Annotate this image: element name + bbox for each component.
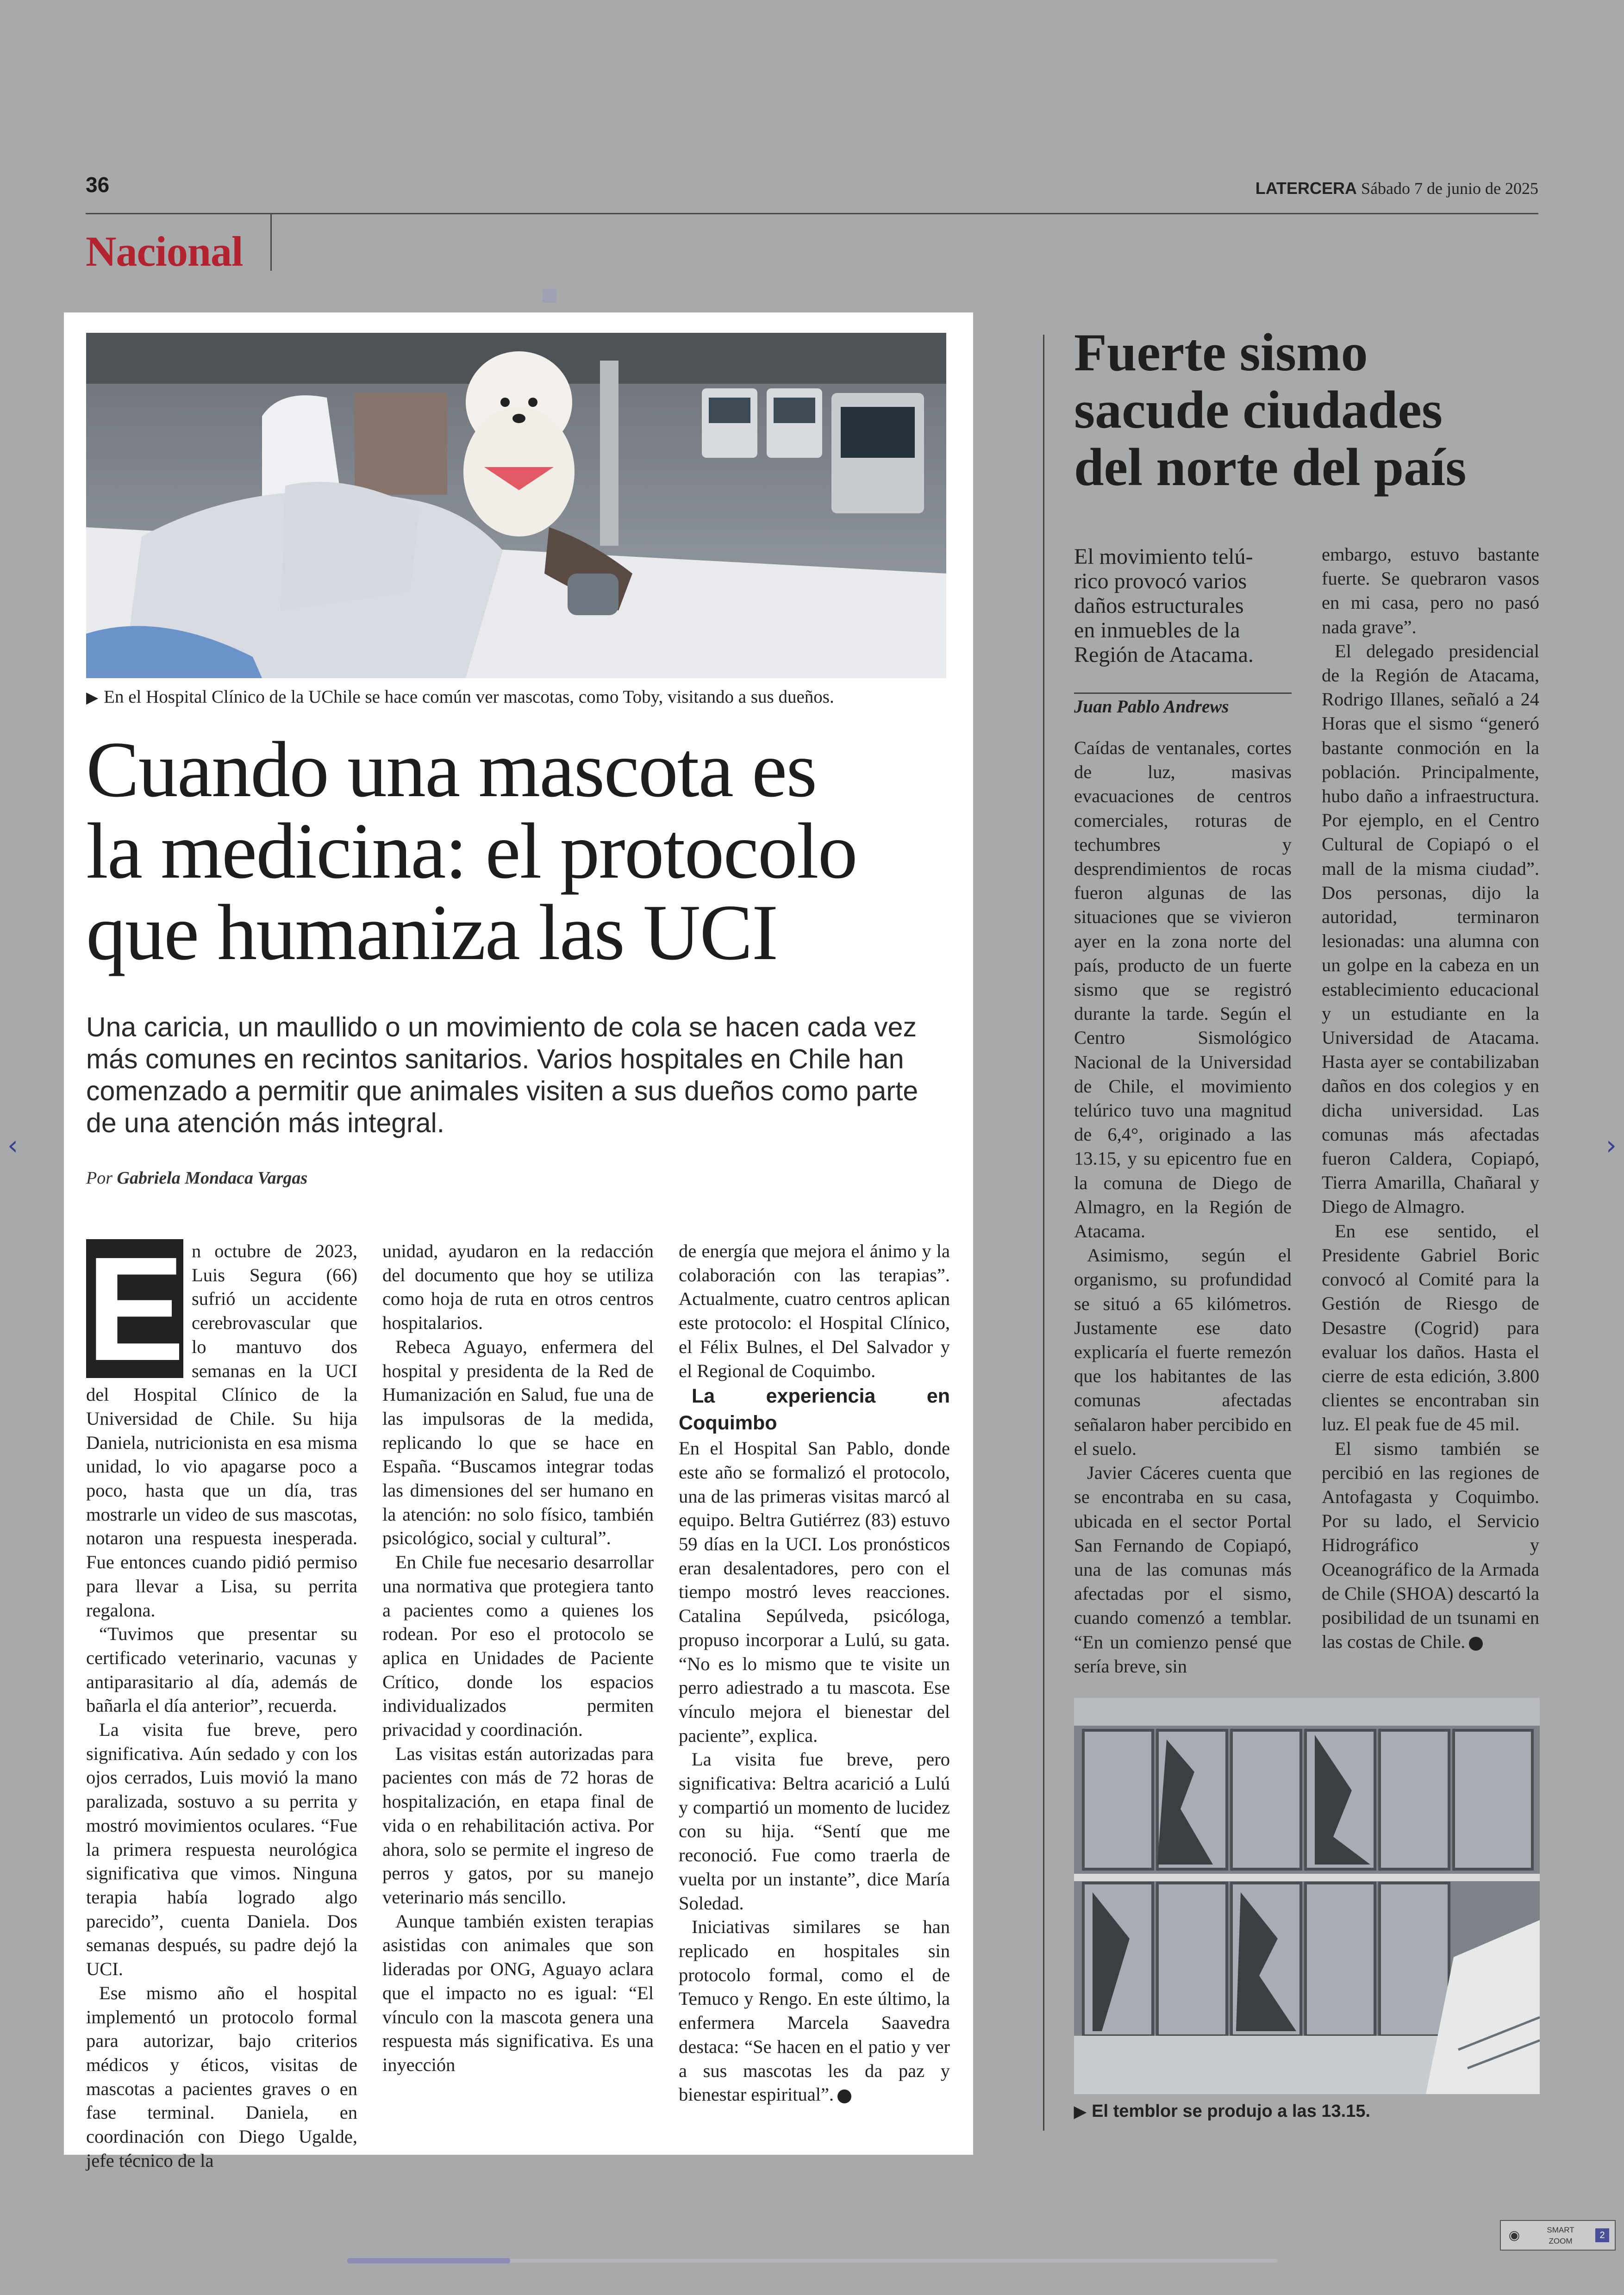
headline-line: la medicina: el protocolo bbox=[86, 807, 857, 895]
end-mark-icon bbox=[1469, 1637, 1483, 1651]
deck-line: comenzado a permitir que animales visiten a sus dueños como parte bbox=[86, 1076, 918, 1106]
eye-icon: ◉ bbox=[1508, 2228, 1520, 2242]
body-paragraph: En el Hospital San Pablo, donde este año se formalizó el protocolo, una de las primeras visitas marcó al equipo. Beltra Gutiérrez (83) estuvo 59 días en la UCI. Los pronósticos eran desalentadores, pero con el tiempo mostró leves reacciones. Catalina Sepúlveda, psicóloga, propuso incorporar a Lulú, su gata. “No es lo mismo que te visite un perro adiestrado a tu mascota. Ese vínculo mejora el bienestar del paciente”, explica. bbox=[679, 1438, 950, 1746]
selected-article-panel[interactable] bbox=[64, 312, 973, 2171]
article-headline bbox=[86, 726, 956, 977]
zoom-level-badge: 2 bbox=[1595, 2228, 1609, 2242]
end-mark-icon bbox=[837, 2089, 851, 2103]
body-paragraph: embargo, estuvo bastante fuerte. Se quebraron vasos en mi casa, pero no pasó nada grave”. bbox=[1322, 544, 1539, 637]
subheading: La experiencia en Coquimbo bbox=[679, 1385, 950, 1434]
body-paragraph: Javier Cáceres cuenta que se encontraba en su casa, ubicada en el sector Portal San Fernando de Copiapó, una de las comunas más afectadas por el sismo, cuando comenzó a temblar. “En un comienzo pensé que sería breve, sin bbox=[1074, 1462, 1292, 1677]
body-paragraph: unidad, ayudaron en la redacción del documento que hoy se utiliza como hoja de ruta en otros centros hospitalarios. bbox=[382, 1241, 654, 1334]
deck-line: El movimiento telú- bbox=[1074, 544, 1253, 569]
article-deck bbox=[86, 1011, 956, 1139]
byline-prefix: Por bbox=[86, 1168, 112, 1188]
photo-caption bbox=[86, 686, 834, 707]
deck-line: más comunes en recintos sanitarios. Varios hospitales en Chile han bbox=[86, 1044, 904, 1074]
article-byline bbox=[86, 1168, 307, 1188]
deck-line: Región de Atacama. bbox=[1074, 642, 1254, 667]
body-paragraph: En ese sentido, el Presidente Gabriel Boric convocó al Comité para la Gestión de Riesgo de Desastre (Cogrid) para evaluar los daños. Hasta el cierre de esta edición, 3.800 clientes se encontraban sin luz. El peak fue de 45 mil. bbox=[1322, 1220, 1539, 1435]
deck-line: daños estructurales bbox=[1074, 593, 1244, 618]
sidebar-column-2 bbox=[1322, 543, 1539, 1654]
issue-date: Sábado 7 de junio de 2025 bbox=[1361, 179, 1538, 198]
headline-line: Cuando una mascota es bbox=[86, 726, 817, 814]
page-progress-fill bbox=[347, 2258, 510, 2264]
earthquake-damage-photo bbox=[1074, 1698, 1540, 2094]
caption-triangle-icon: ▶ bbox=[86, 689, 99, 706]
body-column-1 bbox=[86, 1226, 357, 2172]
body-paragraph: Caídas de ventanales, cortes de luz, masivas evacuaciones de centros comerciales, roturas de techumbres y desprendimientos de rocas fueron algunas de las situaciones que se vivieron ayer en la zona norte del país, producto de un fuerte sismo que se registró durante la tarde. Según el Centro Sismológico Nacional de la Universidad de Chile, el movimiento telúrico tuvo una magnitud de 6,4°, originado a las 13.15, y su epicentro fue en la comuna de Diego de Almagro, en la Región de Atacama. bbox=[1074, 737, 1292, 1242]
article-marker-icon[interactable] bbox=[543, 289, 556, 303]
body-paragraph: de energía que mejora el ánimo y la colaboración con las terapias”. Actualmente, cuatro centros aplican este protocolo: el Hospital Clínico, el Félix Bulnes, el Del Salvador y el Regional de Coquimbo. bbox=[679, 1241, 950, 1381]
smart-zoom-label: SMART ZOOM bbox=[1547, 2226, 1574, 2245]
deck-line: de una atención más integral. bbox=[86, 1108, 445, 1138]
body-paragraph: Rebeca Aguayo, enfermera del hospital y presidenta de la Red de Humanización en Salud, fue una de las impulsoras de la medida, replicando lo que se hace en España. “Buscamos integrar todas las dimensiones del ser humano en la atención: no solo físico, también psicológico, social y cultural”. bbox=[382, 1336, 654, 1549]
body-paragraph: Asimismo, según el organismo, su profundidad se situó a 65 kilómetros. Justamente ese dato explicaría el fuerte remezón que los habitantes de las comunas afectadas señalaron haber percibido en el suelo. bbox=[1074, 1245, 1292, 1459]
headline-line: del norte del país bbox=[1074, 438, 1467, 497]
body-column-2 bbox=[382, 1239, 654, 2077]
section-divider bbox=[270, 214, 272, 271]
masthead bbox=[1255, 179, 1538, 198]
byline-rule bbox=[1074, 692, 1292, 694]
body-paragraph-text: El sismo también se percibió en las regiones de Antofagasta y Coquimbo. Por su lado, el Servicio Hidrográfico y Oceanográfico de la Armada de Chile (SHOA) descartó la posibilidad de un tsunami en las costas de Chile. bbox=[1322, 1438, 1539, 1653]
drop-cap: E bbox=[86, 1226, 185, 1391]
body-paragraph-text: Iniciativas similares se han replicado en hospitales sin protocolo formal, como el de Temuco y Rengo. En este último, la enfermera Marcela Saavedra destaca: “Se hacen en el patio y ver a sus mascotas les da paz y bienestar espiritual”. bbox=[679, 1916, 950, 2105]
sidebar-deck bbox=[1074, 544, 1296, 667]
sidebar-headline bbox=[1074, 324, 1565, 496]
photo-caption-text: El temblor se produjo a las 13.15. bbox=[1092, 2102, 1371, 2121]
body-paragraph bbox=[1322, 1437, 1539, 1654]
page-number: 36 bbox=[86, 173, 110, 197]
photo-caption-text: En el Hospital Clínico de la UChile se hace común ver mascotas, como Toby, visitando a sus dueños. bbox=[104, 687, 834, 707]
brand-name: LATERCERA bbox=[1255, 179, 1357, 198]
body-paragraph: Ese mismo año el hospital implementó un protocolo formal para autorizar, bajo criterios médicos y éticos, visitas de mascotas a pacientes graves o en fase terminal. Daniela, en coordinación con Diego Ugalde, jefe técnico de la bbox=[86, 1982, 357, 2171]
caption-triangle-icon: ▶ bbox=[1074, 2103, 1087, 2120]
body-paragraph: La visita fue breve, pero significativa. Aún sedado y con los ojos cerrados, Luis movió la mano paralizada, sostuvo a su perrita y mostró movimientos oculares. “Fue la primera respuesta neurológica significativa que vimos. Ninguna terapia había logrado algo parecido”, cuenta Daniela. Dos semanas después, su padre dejó la UCI. bbox=[86, 1719, 357, 1980]
hospital-pet-illustration bbox=[86, 333, 946, 678]
body-paragraph: “Tuvimos que presentar su certificado veterinario, vacunas y antiparasitario al día, además de bañarla el día anterior”, recuerda. bbox=[86, 1623, 357, 1716]
headline-line: que humaniza las UCI bbox=[86, 889, 778, 977]
body-column-3 bbox=[679, 1239, 950, 2107]
previous-page-arrow-icon[interactable]: ‹ bbox=[7, 1129, 19, 1161]
section-title: Nacional bbox=[86, 228, 243, 275]
deck-line: rico provocó varios bbox=[1074, 569, 1247, 593]
body-paragraph: n octubre de 2023, Luis Segura (66) sufrió un accidente cerebrovascular que lo mantuvo dos semanas en la UCI del Hospital Clínico de la Universidad de Chile. Su hija Daniela, nutricionista en esa misma unidad, lo vio apagarse poco a poco, hasta que un día, tras mostrarle un video de sus mascotas, notaron una respuesta inesperada. Fue entonces cuando pidió permiso para llevar a Lisa, su perrita regalona. bbox=[86, 1241, 357, 1621]
headline-line: sacude ciudades bbox=[1074, 380, 1443, 440]
deck-line: Una caricia, un maullido o un movimiento de cola se hacen cada vez bbox=[86, 1012, 917, 1042]
body-paragraph bbox=[679, 1915, 950, 2107]
byline-author: Gabriela Mondaca Vargas bbox=[117, 1168, 308, 1188]
body-paragraph: Las visitas están autorizadas para pacientes con más de 72 horas de hospitalización, en etapa final de vida o en rehabilitación activa. Por ahora, solo se permite el ingreso de perros y gatos, por su manejo veterinario más sencillo. bbox=[382, 1743, 654, 1908]
header-rule bbox=[86, 213, 1538, 214]
body-paragraph: Aunque también existen terapias asistidas con animales que son lideradas por ONG, Aguayo aclara que el impacto no es igual: “El vínculo con la mascota genera una respuesta más significativa. Es una inyección bbox=[382, 1910, 654, 2075]
sidebar-column-1 bbox=[1074, 736, 1292, 1678]
smart-zoom-button[interactable] bbox=[1500, 2220, 1616, 2251]
photo-caption bbox=[1074, 2102, 1370, 2121]
headline-line: Fuerte sismo bbox=[1074, 323, 1368, 382]
sidebar-byline: Juan Pablo Andrews bbox=[1074, 697, 1229, 717]
column-divider bbox=[1043, 335, 1044, 2131]
deck-line: en inmuebles de la bbox=[1074, 618, 1240, 642]
broken-windows-illustration bbox=[1074, 1698, 1540, 2094]
body-paragraph: El delegado presidencial de la Región de Atacama, Rodrigo Illanes, señaló a 24 Horas que el sismo “generó bastante conmoción en la población. Principalmente, hubo daño a infraestructura. Por ejemplo, en el Centro Cultural de Copiapó o el mall de la misma ciudad”. Dos personas, dijo la autoridad, terminaron lesionadas: una alumna con un golpe en la cabeza en un establecimiento educacional y un estudiante en la Universidad de Atacama. Hasta ayer se contabilizaban daños en dos colegios y en dicha universidad. Las comunas más afectadas fueron Caldera, Copiapó, Tierra Amarilla, Chañaral y Diego de Almagro. bbox=[1322, 640, 1539, 1217]
hospital-pet-photo bbox=[86, 333, 946, 678]
next-page-arrow-icon[interactable]: › bbox=[1605, 1129, 1617, 1161]
body-paragraph: La visita fue breve, pero significativa: Beltra acarició a Lulú y compartió un momento de lucidez con su hija. “Sentí que me reconoció. Fue como traerla de vuelta por un instante”, dice María Soledad. bbox=[679, 1749, 950, 1914]
body-paragraph: En Chile fue necesario desarrollar una normativa que protegiera tanto a pacientes como a quienes los rodean. Por eso el protocolo se aplica en Unidades de Paciente Crítico, donde los espacios individualizados permiten privacidad y coordinación. bbox=[382, 1552, 654, 1740]
